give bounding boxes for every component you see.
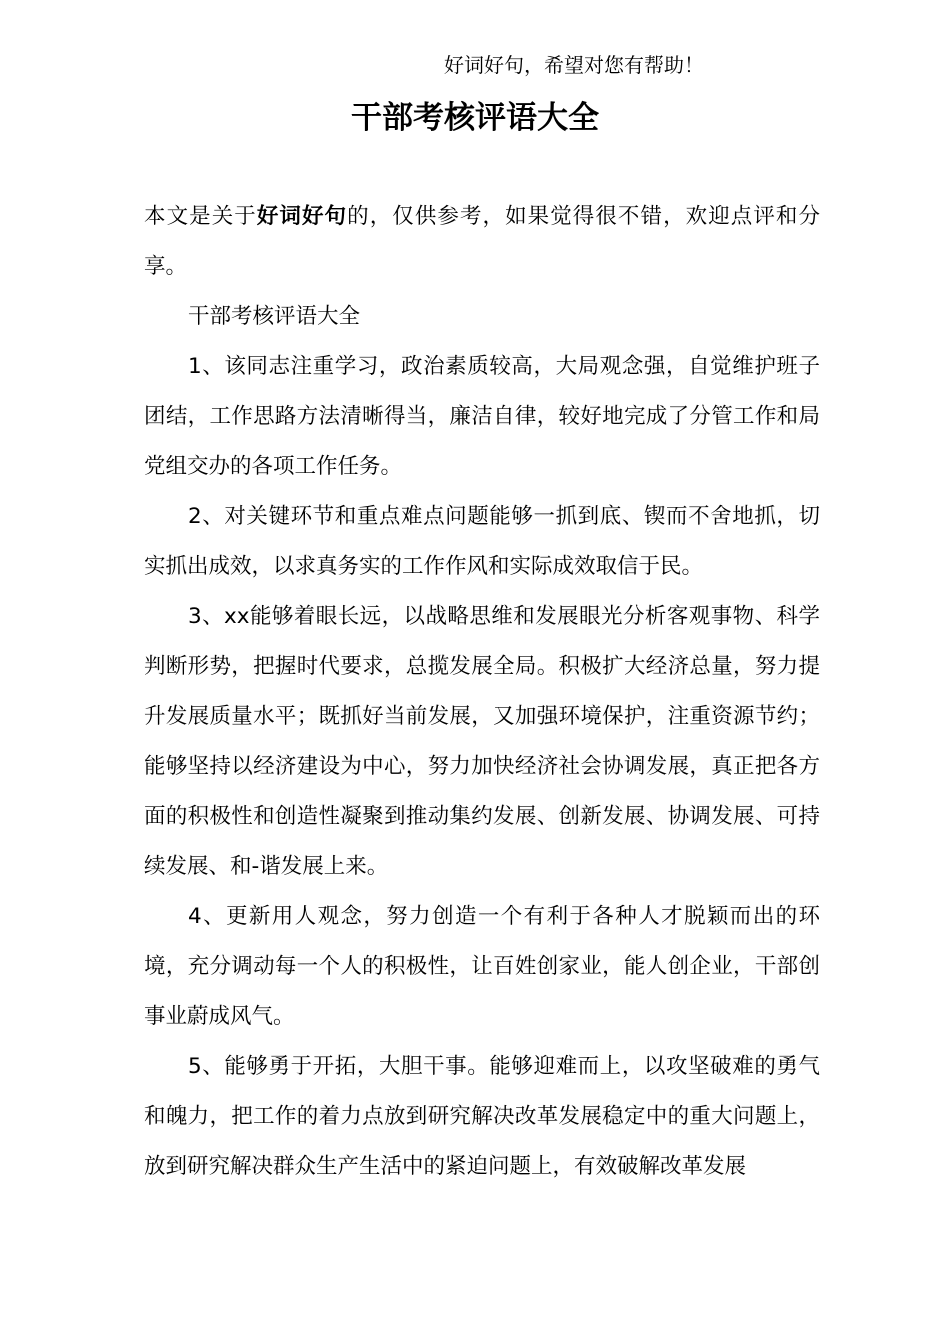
comment-paragraph-1: 1、该同志注重学习，政治素质较高，大局观念强，自觉维护班子团结，工作思路方法清晰得当，廉洁自律，较好地完成了分管工作和局党组交办的各项工作任务。 (144, 354, 820, 479)
comment-paragraph-5: 5、能够勇于开拓，大胆干事。能够迎难而上，以攻坚破难的勇气和魄力，把工作的着力点放到研究解决改革发展稳定中的重大问题上，放到研究解决群众生产生活中的紧迫问题上，有效破解改革发展 (144, 1054, 820, 1179)
section-subtitle: 干部考核评语大全 (188, 304, 361, 329)
comment-paragraph-4: 4、更新用人观念，努力创造一个有利于各种人才脱颖而出的环境，充分调动每一个人的积极性，让百姓创家业，能人创企业，干部创事业蔚成风气。 (144, 904, 820, 1029)
document-title: 干部考核评语大全 (351, 100, 599, 136)
intro-text-after: 的，仅供参考，如果觉得很不错，欢迎点评和分享。 (144, 204, 820, 279)
intro-paragraph (144, 192, 820, 292)
intro-text-before: 本文是关于 (144, 204, 257, 229)
comment-paragraph-2: 2、对关键环节和重点难点问题能够一抓到底、锲而不舍地抓，切实抓出成效，以求真务实的工作作风和实际成效取信于民。 (144, 504, 820, 579)
intro-highlight-link: 好词好句 (256, 204, 348, 229)
document-body (144, 192, 820, 1192)
comment-paragraph-3: 3、xx能够着眼长远，以战略思维和发展眼光分析客观事物、科学判断形势，把握时代要求，总揽发展全局。积极扩大经济总量，努力提升发展质量水平；既抓好当前发展，又加强环境保护，注重资源节约；能够坚持以经济建设为中心，努力加快经济社会协调发展，真正把各方面的积极性和创造性凝聚到推动集约发展、创新发展、协调发展、可持续发展、和-谐发展上来。 (144, 604, 820, 879)
header-note: 好词好句，希望对您有帮助！ (444, 53, 704, 77)
